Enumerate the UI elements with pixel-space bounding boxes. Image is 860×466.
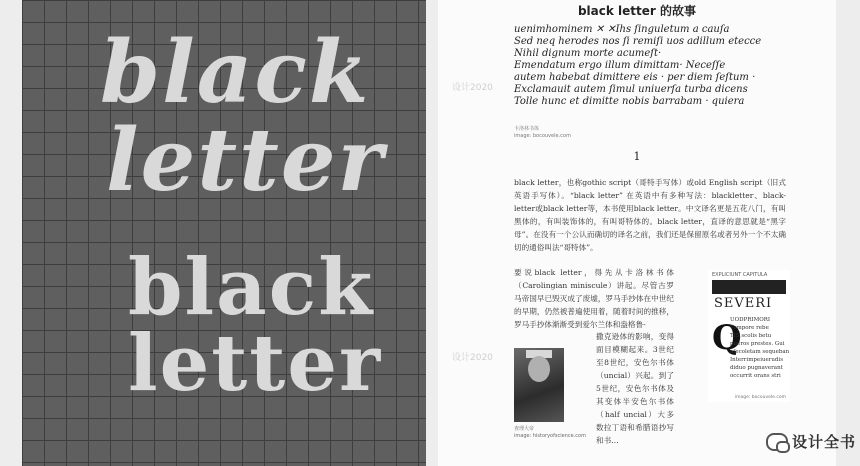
manuscript-caption-source: image: bocouvele.com	[514, 133, 571, 139]
manuscript-line: uenimhominem ✕ ✕Ihs ſinguletum a cauſa	[514, 24, 730, 35]
cover-title-line2: letter	[106, 110, 385, 211]
manuscript-caption	[514, 126, 571, 140]
watermark-text: 设计2020	[452, 353, 493, 363]
cover-title-line3: black	[128, 242, 375, 333]
panel-line: diduo pugnaverant	[730, 365, 783, 371]
charlemagne-portrait	[514, 348, 564, 422]
panel-line: pueros prestes. Gui	[730, 341, 785, 347]
manuscript-line: Exclamauit autem ſimul uniuerſa turba dicens	[514, 84, 748, 95]
manuscript-image	[514, 24, 794, 136]
page-number: 1	[633, 150, 641, 163]
panel-line: Tempore rebe	[730, 325, 769, 331]
portrait-caption	[514, 426, 586, 440]
uncial-manuscript-image	[708, 270, 790, 402]
portrait-caption-source: image: historyofscience.com	[514, 433, 586, 439]
brand-name: 设计全书	[791, 433, 856, 451]
watermark-text: 设计2020	[452, 83, 493, 93]
panel-title: SEVERI	[714, 296, 773, 311]
manuscript-line: Tolle hunc et dimitte nobis barrabam · quiera	[514, 96, 745, 107]
portrait-caption-title: 查理大帝	[514, 426, 535, 432]
panel-line: Interrimpeiuerudis	[730, 357, 784, 363]
panel-caption: image: bocouvele.com	[734, 395, 786, 400]
manuscript-caption-title: 卡洛林书体	[514, 126, 540, 132]
chat-bubble-icon	[766, 433, 788, 451]
panel-text	[730, 316, 789, 380]
page-title: black letter 的故事	[577, 4, 697, 18]
manuscript-line: Nihil dignum morte acumeſt·	[514, 48, 662, 59]
panel-dark-band	[712, 280, 786, 294]
manuscript-line: Emendatum ergo illum dimittam· Neceſſe	[514, 60, 726, 71]
paragraph-3: 撒克逊体的影响，变得面目模糊起来。3世纪至8世纪，安色尔书体（uncial）兴起。到了5世纪，安色尔书体及其变体半安色尔书体（half uncial）大多数拉丁语和希腊语抄写和书…	[596, 332, 674, 445]
panel-initial: Q	[712, 318, 742, 358]
book-page	[438, 0, 836, 466]
cover-title-line1: black	[100, 22, 371, 123]
paragraph-1: black letter，也称gothic script（哥特手写体）或old English script（旧式英语手写体）。“black letter” 在英语中有多种写法：blackletter、black-letter或black letter等，本书使用black letter。中文译名更是五花八门，有叫黑体的，有叫装饰体的，有叫哥特体的。black letter，直译的意思就是“黑字母”。在没有一个公认而确切的译名之前，我们还是保留原名或者另外一个不太确切的通俗叫法“哥特体”。	[514, 178, 786, 252]
paragraph-2: 要说black letter，得先从卡洛林书体（Carolingian miniscule）讲起。尽管古罗马帝国早已毁灭成了废墟，罗马手抄体在中世纪的早期，仍然被普遍使用着，随着时间的推移，罗马手抄体渐渐受到爱尔兰体和盎格鲁-	[514, 268, 674, 329]
panel-line: TIS scolis betu	[730, 333, 772, 339]
face-shape	[528, 356, 550, 382]
panel-heading: EXPLICIUNT CAPITULA	[712, 272, 768, 278]
brand-watermark	[766, 431, 856, 452]
manuscript-line: Sed neq herodes nos ſi remiſi uos adillum etecce	[514, 36, 762, 47]
panel-line: occurrit orans stri	[730, 373, 781, 379]
panel-line: UODPRIMORI	[730, 317, 771, 323]
manuscript-line: autem habebat dimittere eis · per diem ſeſtum ·	[514, 72, 756, 83]
cover-image	[22, 0, 426, 466]
panel-line: afecoletam sequeban	[730, 349, 790, 355]
cover-title-line4: letter	[128, 318, 383, 409]
